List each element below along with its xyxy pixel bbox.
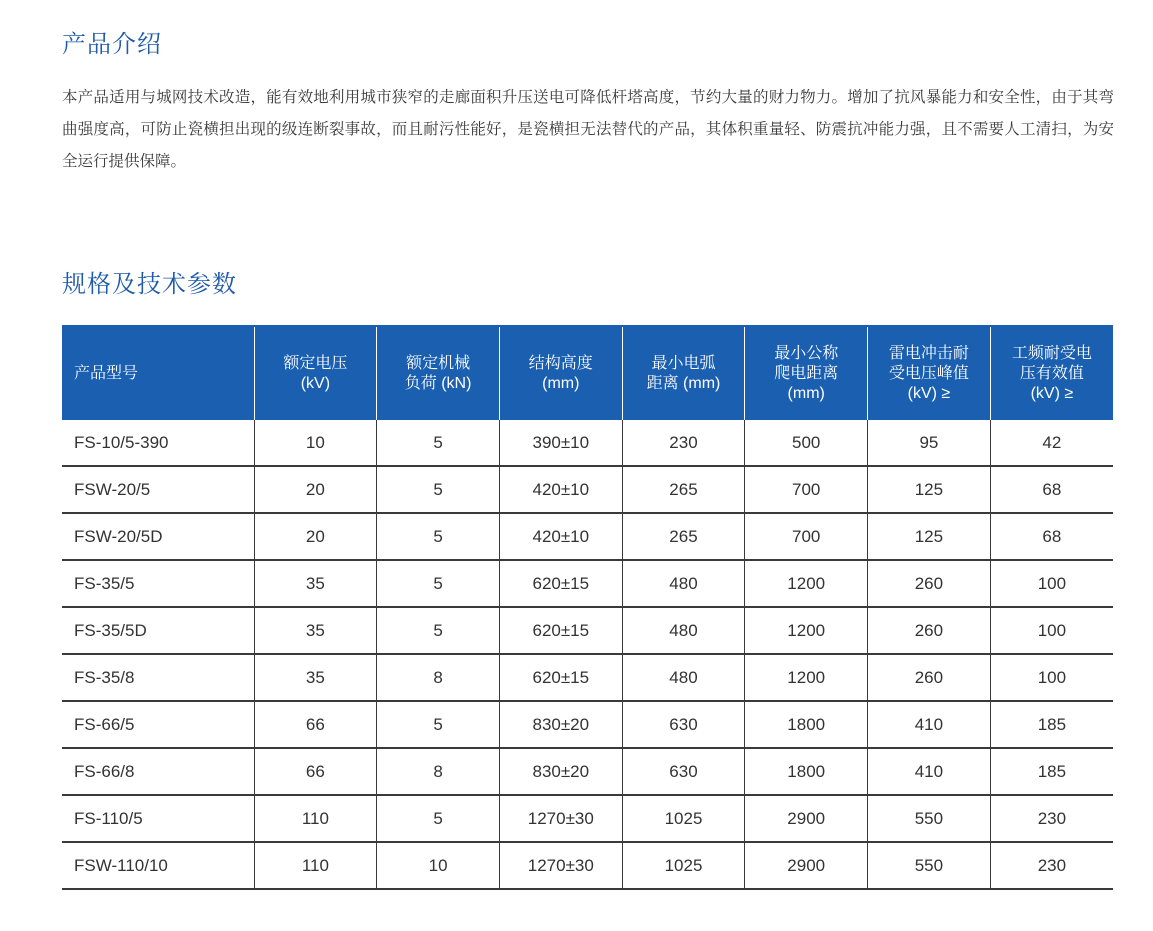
- header-lightning-impulse-voltage-line: (kV) ≥: [907, 384, 951, 402]
- cell-structure-height: 620±15: [499, 560, 622, 607]
- header-min-arc-distance-line: 最小电弧: [651, 354, 716, 372]
- spec-table-header: [62, 326, 1113, 420]
- header-power-frequency-voltage: [990, 326, 1113, 420]
- table-row: [62, 607, 1113, 654]
- cell-structure-height: 420±10: [499, 513, 622, 560]
- header-structure-height: [499, 326, 622, 420]
- header-min-creepage-distance-line: 最小公称: [774, 344, 839, 362]
- table-row: [62, 748, 1113, 795]
- cell-min-arc-distance: 480: [622, 654, 745, 701]
- cell-min-arc-distance: 230: [622, 420, 745, 466]
- cell-rated-voltage: 10: [254, 420, 377, 466]
- cell-rated-voltage: 20: [254, 513, 377, 560]
- header-min-creepage-distance-line: (mm): [787, 384, 825, 402]
- header-rated-voltage-line: (kV): [300, 374, 331, 392]
- header-min-arc-distance: [622, 326, 745, 420]
- spec-title: 规格及技术参数: [62, 271, 237, 298]
- cell-min-arc-distance: 265: [622, 466, 745, 513]
- table-row: [62, 654, 1113, 701]
- cell-model: FS-66/8: [62, 748, 254, 795]
- header-power-frequency-voltage-line: 压有效值: [1019, 364, 1084, 382]
- cell-min-creepage-distance: 700: [745, 513, 868, 560]
- cell-rated-mechanical-load: 10: [377, 842, 500, 889]
- cell-structure-height: 420±10: [499, 466, 622, 513]
- cell-min-creepage-distance: 1200: [745, 607, 868, 654]
- table-row: [62, 420, 1113, 466]
- header-lightning-impulse-voltage-line: 雷电冲击耐: [888, 344, 969, 362]
- cell-model: FS-110/5: [62, 795, 254, 842]
- cell-model: FS-35/8: [62, 654, 254, 701]
- cell-min-creepage-distance: 1200: [745, 654, 868, 701]
- cell-structure-height: 620±15: [499, 654, 622, 701]
- cell-structure-height: 620±15: [499, 607, 622, 654]
- header-min-arc-distance-line: 距离 (mm): [646, 374, 721, 392]
- header-min-creepage-distance: [745, 326, 868, 420]
- cell-power-frequency-voltage: 42: [990, 420, 1113, 466]
- cell-min-creepage-distance: 2900: [745, 842, 868, 889]
- cell-lightning-impulse-voltage: 550: [868, 795, 991, 842]
- cell-model: FSW-20/5D: [62, 513, 254, 560]
- cell-model: FS-10/5-390: [62, 420, 254, 466]
- table-row: [62, 842, 1113, 889]
- cell-min-creepage-distance: 500: [745, 420, 868, 466]
- cell-lightning-impulse-voltage: 550: [868, 842, 991, 889]
- spec-table-header-row: [62, 326, 1113, 420]
- cell-rated-voltage: 20: [254, 466, 377, 513]
- header-lightning-impulse-voltage-line: 受电压峰值: [888, 364, 969, 382]
- cell-model: FS-35/5: [62, 560, 254, 607]
- cell-rated-mechanical-load: 5: [377, 560, 500, 607]
- header-rated-mechanical-load-line: 负荷 (kN): [404, 374, 472, 392]
- cell-rated-mechanical-load: 5: [377, 466, 500, 513]
- cell-min-arc-distance: 480: [622, 560, 745, 607]
- cell-min-arc-distance: 1025: [622, 795, 745, 842]
- header-rated-mechanical-load-line: 额定机械: [406, 354, 471, 372]
- header-lightning-impulse-voltage: [868, 326, 991, 420]
- cell-rated-voltage: 35: [254, 654, 377, 701]
- table-row: [62, 795, 1113, 842]
- cell-lightning-impulse-voltage: 125: [868, 466, 991, 513]
- table-row: [62, 701, 1113, 748]
- cell-power-frequency-voltage: 100: [990, 560, 1113, 607]
- cell-lightning-impulse-voltage: 410: [868, 701, 991, 748]
- cell-min-creepage-distance: 700: [745, 466, 868, 513]
- cell-structure-height: 390±10: [499, 420, 622, 466]
- cell-min-arc-distance: 1025: [622, 842, 745, 889]
- spec-table-body: [62, 420, 1113, 889]
- cell-min-creepage-distance: 1200: [745, 560, 868, 607]
- cell-lightning-impulse-voltage: 260: [868, 607, 991, 654]
- header-rated-voltage-line: 额定电压: [283, 354, 348, 372]
- cell-rated-mechanical-load: 5: [377, 607, 500, 654]
- cell-min-creepage-distance: 1800: [745, 701, 868, 748]
- cell-power-frequency-voltage: 185: [990, 701, 1113, 748]
- cell-min-arc-distance: 265: [622, 513, 745, 560]
- product-intro-text: 本产品适用与城网技术改造，能有效地利用城市狭窄的走廊面积升压送电可降低杆塔高度，节约大量的财力物力。增加了抗风暴能力和安全性，由于其弯曲强度高，可防止瓷横担出现的级连断裂事故，而且耐污性能好，是瓷横担无法替代的产品，其体积重量轻、防震抗冲能力强，且不需要人工清扫，为安全运行提供保障。: [62, 89, 1114, 170]
- header-power-frequency-voltage-line: (kV) ≥: [1030, 384, 1074, 402]
- cell-structure-height: 1270±30: [499, 842, 622, 889]
- cell-lightning-impulse-voltage: 95: [868, 420, 991, 466]
- cell-power-frequency-voltage: 230: [990, 842, 1113, 889]
- cell-rated-voltage: 110: [254, 842, 377, 889]
- cell-min-arc-distance: 630: [622, 701, 745, 748]
- cell-structure-height: 830±20: [499, 701, 622, 748]
- table-row: [62, 513, 1113, 560]
- cell-lightning-impulse-voltage: 125: [868, 513, 991, 560]
- cell-rated-mechanical-load: 8: [377, 654, 500, 701]
- cell-rated-voltage: 110: [254, 795, 377, 842]
- cell-power-frequency-voltage: 100: [990, 654, 1113, 701]
- cell-min-creepage-distance: 1800: [745, 748, 868, 795]
- cell-power-frequency-voltage: 185: [990, 748, 1113, 795]
- header-rated-mechanical-load: [377, 326, 500, 420]
- cell-min-creepage-distance: 2900: [745, 795, 868, 842]
- header-model: [62, 326, 254, 420]
- cell-lightning-impulse-voltage: 410: [868, 748, 991, 795]
- cell-power-frequency-voltage: 230: [990, 795, 1113, 842]
- cell-structure-height: 1270±30: [499, 795, 622, 842]
- header-rated-voltage: [254, 326, 377, 420]
- header-structure-height-line: (mm): [542, 374, 580, 392]
- header-power-frequency-voltage-line: 工频耐受电: [1011, 344, 1092, 362]
- cell-power-frequency-voltage: 68: [990, 513, 1113, 560]
- cell-rated-voltage: 66: [254, 748, 377, 795]
- cell-rated-voltage: 35: [254, 560, 377, 607]
- cell-model: FSW-20/5: [62, 466, 254, 513]
- cell-rated-mechanical-load: 5: [377, 513, 500, 560]
- cell-rated-mechanical-load: 5: [377, 795, 500, 842]
- cell-power-frequency-voltage: 100: [990, 607, 1113, 654]
- table-row: [62, 466, 1113, 513]
- cell-rated-voltage: 66: [254, 701, 377, 748]
- header-min-creepage-distance-line: 爬电距离: [774, 364, 839, 382]
- cell-lightning-impulse-voltage: 260: [868, 560, 991, 607]
- cell-rated-voltage: 35: [254, 607, 377, 654]
- cell-model: FS-66/5: [62, 701, 254, 748]
- cell-power-frequency-voltage: 68: [990, 466, 1113, 513]
- header-structure-height-line: 结构高度: [528, 354, 593, 372]
- cell-min-arc-distance: 630: [622, 748, 745, 795]
- cell-rated-mechanical-load: 5: [377, 701, 500, 748]
- cell-rated-mechanical-load: 8: [377, 748, 500, 795]
- cell-model: FSW-110/10: [62, 842, 254, 889]
- cell-lightning-impulse-voltage: 260: [868, 654, 991, 701]
- table-row: [62, 560, 1113, 607]
- cell-rated-mechanical-load: 5: [377, 420, 500, 466]
- product-intro-title: 产品介绍: [62, 31, 162, 58]
- cell-min-arc-distance: 480: [622, 607, 745, 654]
- cell-model: FS-35/5D: [62, 607, 254, 654]
- cell-structure-height: 830±20: [499, 748, 622, 795]
- header-model-line: 产品型号: [74, 364, 139, 382]
- spec-table: [62, 325, 1113, 890]
